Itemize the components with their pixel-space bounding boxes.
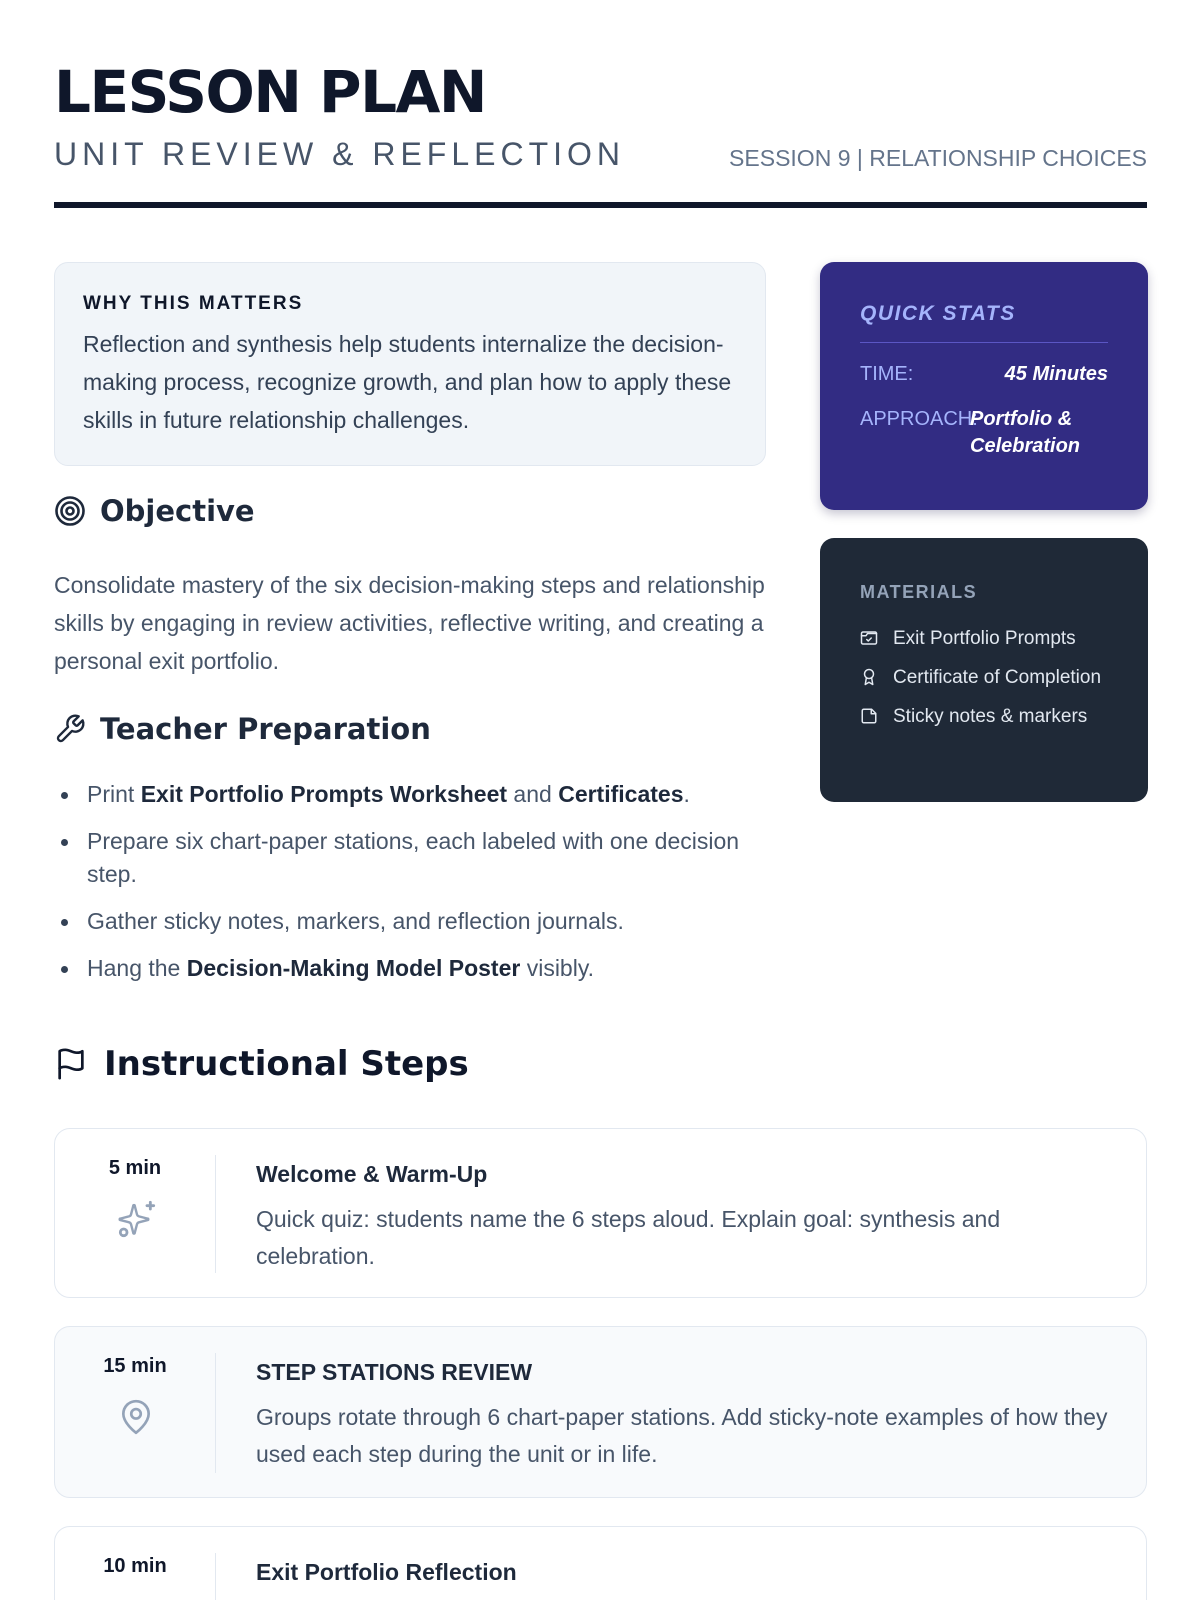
stats-approach-row	[860, 406, 1108, 460]
wrench-icon	[54, 713, 86, 745]
flag-icon	[54, 1045, 88, 1083]
material-item	[860, 624, 1108, 653]
preparation-title: Teacher Preparation	[100, 712, 431, 746]
quick-stats-title: QUICK STATS	[860, 302, 1016, 325]
objective-title: Objective	[100, 494, 255, 528]
material-label: Certificate of Completion	[893, 667, 1102, 688]
map-pin-icon	[117, 1397, 153, 1437]
step-duration: 5 min	[108, 1157, 162, 1179]
sticky-note-icon	[860, 702, 880, 731]
step-card	[54, 1128, 1147, 1298]
stats-time-value: 45 Minutes	[1004, 363, 1108, 385]
header-divider	[54, 202, 1147, 208]
page-subtitle: UNIT REVIEW & REFLECTION	[54, 136, 626, 172]
step-card	[54, 1326, 1147, 1498]
portfolio-icon	[860, 624, 880, 653]
material-label: Sticky notes & markers	[893, 706, 1088, 727]
steps-title: Instructional Steps	[104, 1044, 469, 1084]
step-divider	[215, 1155, 216, 1273]
stats-time-label: TIME:	[860, 363, 914, 385]
step-divider	[215, 1353, 216, 1473]
preparation-item: Print Exit Portfolio Prompts Worksheet and Certificates.	[54, 778, 774, 811]
preparation-heading	[54, 712, 431, 746]
step-card	[54, 1526, 1147, 1600]
objective-heading	[54, 494, 255, 528]
steps-heading	[54, 1044, 469, 1084]
sparkles-icon	[117, 1199, 153, 1239]
stats-approach-label: APPROACH:	[860, 408, 978, 430]
step-divider	[215, 1553, 216, 1600]
header	[54, 58, 1147, 210]
step-duration: 10 min	[103, 1555, 167, 1577]
target-icon	[54, 495, 86, 527]
quick-stats-card	[820, 262, 1148, 510]
why-this-matters-box	[54, 262, 766, 466]
objective-text: Consolidate mastery of the six decision-making steps and relationship skills by engaging in review activities, reflective writing, and creating a personal exit portfolio.	[54, 572, 765, 674]
material-label: Exit Portfolio Prompts	[893, 628, 1076, 649]
quick-stats-divider	[860, 342, 1108, 343]
session-label: SESSION 9 | RELATIONSHIP CHOICES	[729, 145, 1147, 171]
preparation-list	[54, 778, 774, 999]
why-title: WHY THIS MATTERS	[83, 293, 304, 314]
stats-approach-value: Portfolio & Celebration	[970, 408, 1081, 457]
step-title: Exit Portfolio Reflection	[256, 1559, 517, 1585]
materials-list	[860, 624, 1108, 731]
material-item	[860, 702, 1108, 731]
materials-title: MATERIALS	[860, 582, 978, 602]
preparation-item: Gather sticky notes, markers, and reflection journals.	[54, 905, 774, 938]
award-icon	[860, 663, 880, 692]
step-description: Groups rotate through 6 chart-paper stations. Add sticky-note examples of how they used each step during the unit or in life.	[256, 1404, 1108, 1467]
preparation-item: Hang the Decision-Making Model Poster visibly.	[54, 952, 774, 985]
step-duration: 15 min	[103, 1355, 167, 1377]
page-title: LESSON PLAN	[54, 58, 486, 126]
step-title: STEP STATIONS REVIEW	[256, 1359, 533, 1385]
step-description: Quick quiz: students name the 6 steps aloud. Explain goal: synthesis and celebration.	[256, 1206, 1001, 1269]
stats-time-row	[860, 361, 1108, 388]
material-item	[860, 663, 1108, 692]
why-text: Reflection and synthesis help students internalize the decision-making process, recognize growth, and plan how to apply these skills in future relationship challenges.	[83, 331, 732, 433]
step-title: Welcome & Warm-Up	[256, 1161, 488, 1187]
materials-card	[820, 538, 1148, 802]
preparation-item: Prepare six chart-paper stations, each labeled with one decision step.	[54, 825, 774, 891]
